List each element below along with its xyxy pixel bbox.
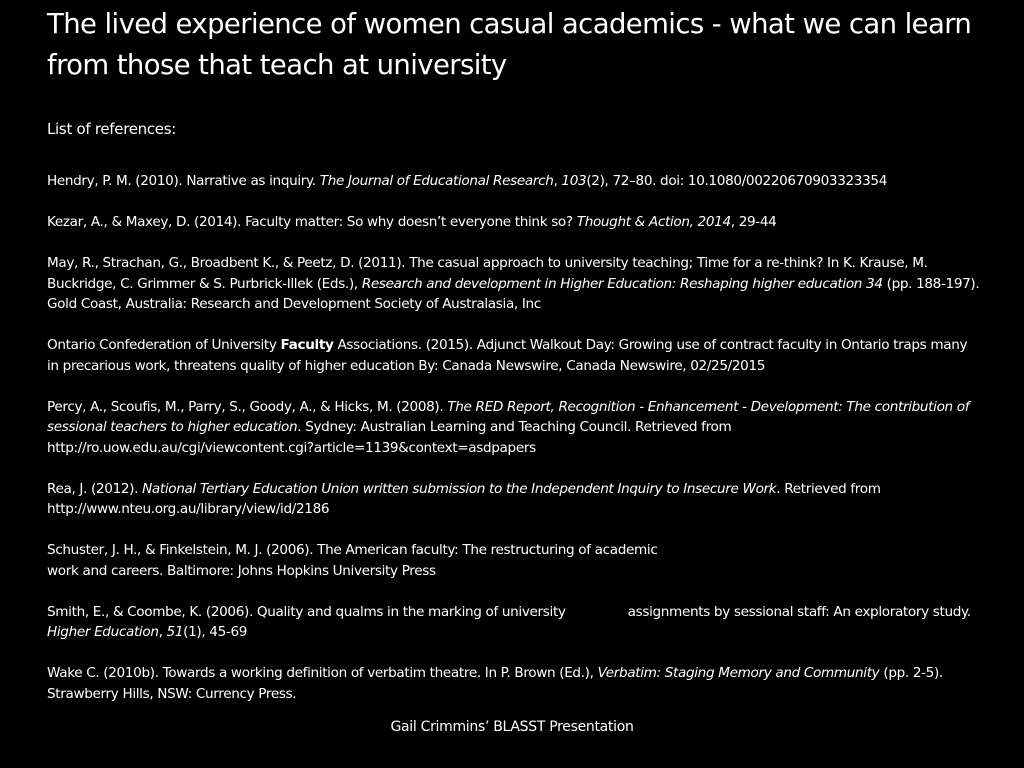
ref-journal-title: Higher Education [47, 624, 159, 640]
slide-title: The lived experience of women casual academics - what we can learn from those that teach at university [47, 8, 972, 81]
ref-text: (pp. 188-197). Gold Coast, Australia: Research and Development Society of Australasia, Inc [47, 275, 980, 312]
reference-may [47, 253, 982, 315]
ref-bold-word: Faculty [280, 337, 334, 353]
reference-kezar [47, 212, 982, 233]
ref-book-title: Research and development in Higher Education: Reshaping higher education 34 [361, 275, 883, 292]
ref-text: work and careers. Baltimore: Johns Hopkins University Press [47, 562, 436, 579]
reference-percy [47, 397, 982, 459]
ref-text: , [158, 624, 167, 640]
ref-volume: 51 [166, 624, 184, 640]
ref-text: Schuster, J. H., & Finkelstein, M. J. (2006). The American faculty: The restructuring of academic [47, 542, 658, 558]
reference-smith [47, 602, 982, 643]
ref-text: Wake C. (2010b). Towards a working definition of verbatim theatre. In P. Brown (Ed.), [47, 665, 598, 681]
reference-schuster [47, 540, 982, 581]
ref-journal-title: Thought & Action, 2014 [576, 214, 731, 230]
ref-journal-title: The Journal of Educational Research [319, 173, 554, 189]
ref-text: assignments by sessional staff: An exploratory study. [627, 603, 971, 620]
reference-rea [47, 479, 982, 520]
references-heading: List of references: [47, 120, 177, 138]
ref-text: (1), 45-69 [183, 624, 248, 640]
ref-text: Smith, E., & Coombe, K. (2006). Quality and qualms in the marking of university [47, 603, 566, 620]
ref-text: May, R., Strachan, G., Broadbent K., & Peetz, D. (2011). The casual approach to university teaching; Time for a re-think? In K. Krause, M. Buckridge, C. Grimmer & S. Purbrick-Illek (Eds.), [47, 255, 928, 292]
ref-text: Associations. (2015). Adjunct Walkout Day: Growing use of contract faculty in Ontario traps many in precarious work, threatens quality of higher education By: Canada Newswire, Canada Newswire, 02/25/2015 [47, 337, 968, 374]
ref-text: Kezar, A., & Maxey, D. (2014). Faculty matter: So why doesn’t everyone think so? [47, 214, 577, 230]
ref-text: Hendry, P. M. (2010). Narrative as inquiry. [47, 173, 320, 189]
ref-report-title: National Tertiary Education Union written submission to the Independent Inquiry to Insecure Work [142, 480, 777, 497]
ref-book-title: Verbatim: Staging Memory and Community [597, 665, 880, 681]
ref-volume: 103 [561, 173, 587, 189]
ref-text: . Retrieved from http://www.nteu.org.au/library/view/id/2186 [47, 480, 881, 517]
ref-text: Rea, J. (2012). [47, 480, 143, 497]
slide-footer: Gail Crimmins’ BLASST Presentation [390, 719, 634, 735]
ref-text: (pp. 2-5). Strawberry Hills, NSW: Currency Press. [47, 665, 943, 702]
ref-text: Percy, A., Scoufis, M., Parry, S., Goody, A., & Hicks, M. (2008). [47, 398, 448, 415]
reference-ontario [47, 335, 982, 376]
ref-report-title: The RED Report, Recognition - Enhancement - Development: The contribution of sessional teachers to higher education [47, 398, 970, 435]
reference-wake [47, 663, 982, 704]
ref-text: Ontario Confederation of University [47, 337, 281, 353]
ref-text: (2), 72–80. doi: 10.1080/00220670903323354 [586, 173, 888, 189]
reference-list [47, 171, 982, 725]
ref-text: . Sydney: Australian Learning and Teaching Council. Retrieved from http://ro.uow.edu.au/cgi/viewcontent.cgi?article=1139&context=asdpapers [47, 419, 732, 456]
ref-text: , [553, 173, 562, 189]
ref-text: , 29-44 [730, 214, 777, 230]
reference-hendry [47, 171, 982, 192]
